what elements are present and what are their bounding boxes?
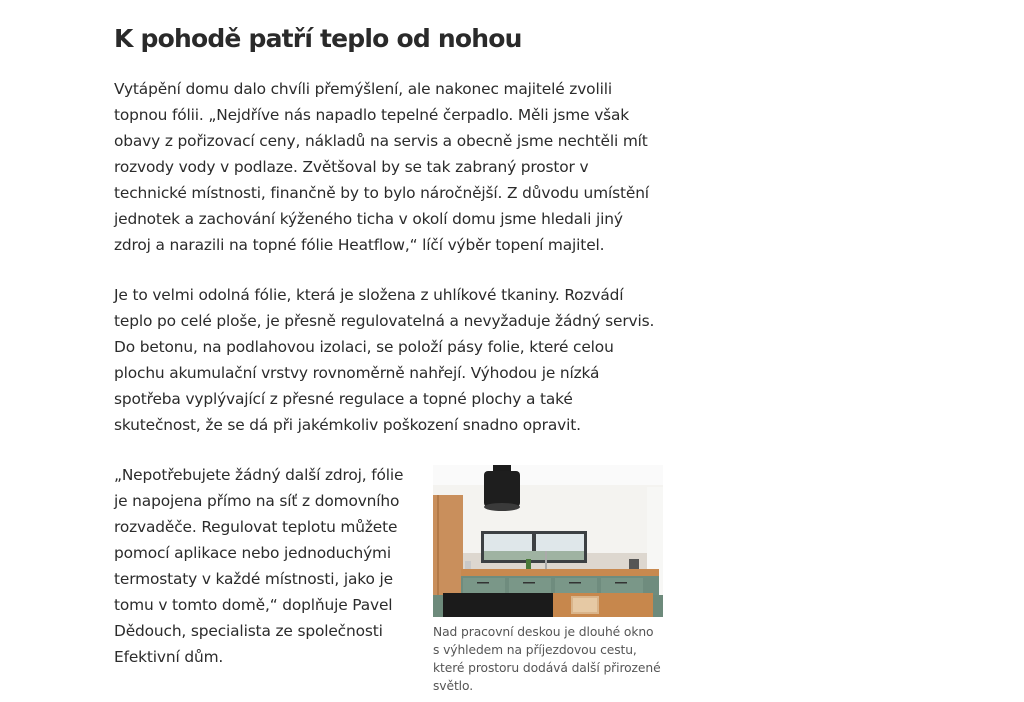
paragraph-specialist-quote: „Nepotřebujete žádný další zdroj, fólie je napojena přímo na síť z domovního rozvaděče. Regulovat teplotu můžete pomocí aplikace nebo jednoduchými termostaty v každé místnosti, jako je tomu v tomto domě,“ doplňuje Pavel Dědouch, specialista ze společnosti Efektivní dům. — [114, 466, 404, 666]
figure-caption: Nad pracovní deskou je dlouhé okno s výhledem na příjezdovou cestu, které prostoru dodává další přirozené světlo. — [433, 625, 661, 693]
kitchen-photo[interactable] — [433, 465, 663, 617]
paragraph-heating-choice: Vytápění domu dalo chvíli přemýšlení, ale nakonec majitelé zvolili topnou fólii. „Nejdříve nás napadlo tepelné čerpadlo. Měli jsme však obavy z pořizovací ceny, nákladů na servis a obecně jsme nechtěli mít rozvody vody v podlaze. Zvětšoval by se tak zabraný prostor v technické místnosti, finančně by to bylo náročnější. Z důvodu umístění jednotek a zachování kýženého ticha v okolí domu jsme hledali jiný zdroj a narazili na topné fólie Heatflow,“ líčí výběr topení majitel. — [114, 80, 649, 254]
section-heading: K pohodě patří teplo od nohou — [114, 24, 522, 53]
article — [114, 22, 664, 702]
paragraph-foil-description: Je to velmi odolná fólie, která je složena z uhlíkové tkaniny. Rozvádí teplo po celé ploše, je přesně regulovatelná a nevyžaduje žádný servis. Do betonu, na podlahovou izolaci, se položí pásy folie, které celou plochu akumulační vrstvy rovnoměrně nahřejí. Výhodou je nízká spotřeba vyplývající z přesné regulace a topné plochy a také skutečnost, že se dá při jakémkoliv poškození snadno opravit. — [114, 286, 655, 434]
kitchen-illustration — [433, 465, 663, 617]
paragraph-with-figure — [114, 462, 664, 702]
kitchen-figure — [433, 465, 663, 695]
